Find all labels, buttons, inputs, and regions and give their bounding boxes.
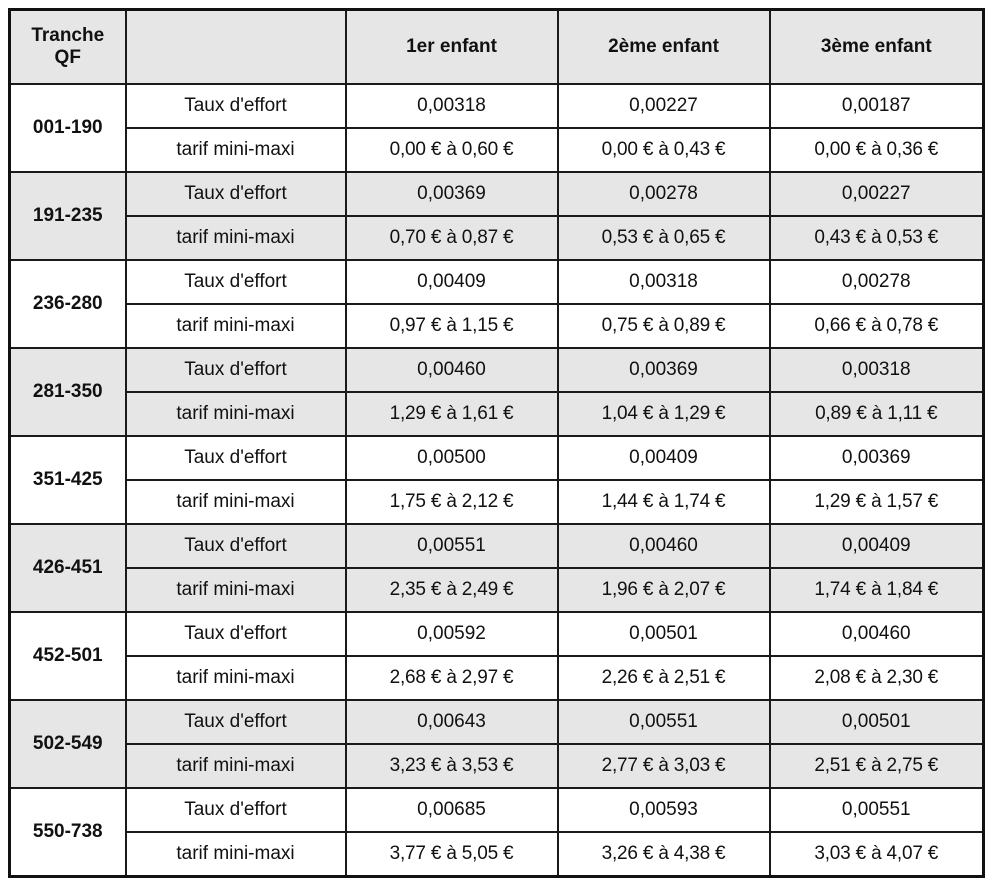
- effort-value-child-2: 0,00593: [558, 788, 770, 832]
- table-row-tarif: [10, 744, 984, 788]
- table-row-effort: [10, 612, 984, 656]
- effort-value-child-1: 0,00369: [346, 172, 558, 216]
- tarif-value-child-3: 2,51 € à 2,75 €: [770, 744, 984, 788]
- tranche-cell: 236-280: [10, 260, 126, 348]
- tranche-cell: 001-190: [10, 84, 126, 172]
- tarif-value-child-1: 2,68 € à 2,97 €: [346, 656, 558, 700]
- table-row-tarif: [10, 480, 984, 524]
- tarif-value-child-3: 3,03 € à 4,07 €: [770, 832, 984, 877]
- tarif-value-child-2: 1,96 € à 2,07 €: [558, 568, 770, 612]
- tarif-value-child-2: 3,26 € à 4,38 €: [558, 832, 770, 877]
- tarif-value-child-1: 1,29 € à 1,61 €: [346, 392, 558, 436]
- tarif-label: tarif mini-maxi: [126, 304, 346, 348]
- table-row-tarif: [10, 568, 984, 612]
- effort-label: Taux d'effort: [126, 348, 346, 392]
- effort-label: Taux d'effort: [126, 84, 346, 128]
- tarif-label: tarif mini-maxi: [126, 216, 346, 260]
- tarif-label: tarif mini-maxi: [126, 480, 346, 524]
- tarif-value-child-2: 0,53 € à 0,65 €: [558, 216, 770, 260]
- tarif-label: tarif mini-maxi: [126, 128, 346, 172]
- table-row-tarif: [10, 304, 984, 348]
- table-row-effort: [10, 524, 984, 568]
- tarif-value-child-3: 0,66 € à 0,78 €: [770, 304, 984, 348]
- effort-value-child-1: 0,00409: [346, 260, 558, 304]
- tarif-value-child-3: 1,74 € à 1,84 €: [770, 568, 984, 612]
- table-row-effort: [10, 348, 984, 392]
- tarif-label: tarif mini-maxi: [126, 656, 346, 700]
- effort-value-child-2: 0,00369: [558, 348, 770, 392]
- tarif-value-child-2: 0,75 € à 0,89 €: [558, 304, 770, 348]
- tarif-value-child-2: 2,26 € à 2,51 €: [558, 656, 770, 700]
- header-child-1: 1er enfant: [346, 10, 558, 85]
- tarif-value-child-2: 1,44 € à 1,74 €: [558, 480, 770, 524]
- header-tranche-qf: [10, 10, 126, 85]
- table-row-tarif: [10, 392, 984, 436]
- header-blank: [126, 10, 346, 85]
- tarif-table-container: [8, 8, 982, 870]
- effort-value-child-1: 0,00460: [346, 348, 558, 392]
- tranche-cell: 426-451: [10, 524, 126, 612]
- tarif-value-child-1: 3,77 € à 5,05 €: [346, 832, 558, 877]
- effort-value-child-3: 0,00278: [770, 260, 984, 304]
- effort-label: Taux d'effort: [126, 700, 346, 744]
- table-row-tarif: [10, 216, 984, 260]
- table-row-effort: [10, 436, 984, 480]
- tarif-value-child-1: 1,75 € à 2,12 €: [346, 480, 558, 524]
- table-row-effort: [10, 260, 984, 304]
- table-row-tarif: [10, 832, 984, 877]
- effort-label: Taux d'effort: [126, 260, 346, 304]
- header-child-3: 3ème enfant: [770, 10, 984, 85]
- effort-value-child-2: 0,00278: [558, 172, 770, 216]
- table-row-effort: [10, 788, 984, 832]
- effort-value-child-3: 0,00187: [770, 84, 984, 128]
- table-row-tarif: [10, 656, 984, 700]
- tranche-cell: 550-738: [10, 788, 126, 877]
- effort-value-child-3: 0,00227: [770, 172, 984, 216]
- table-body: [10, 84, 984, 877]
- tranche-cell: 191-235: [10, 172, 126, 260]
- effort-value-child-3: 0,00369: [770, 436, 984, 480]
- effort-label: Taux d'effort: [126, 172, 346, 216]
- effort-label: Taux d'effort: [126, 788, 346, 832]
- effort-value-child-1: 0,00551: [346, 524, 558, 568]
- effort-value-child-2: 0,00501: [558, 612, 770, 656]
- tarif-value-child-2: 2,77 € à 3,03 €: [558, 744, 770, 788]
- table-row-effort: [10, 84, 984, 128]
- tranche-cell: 281-350: [10, 348, 126, 436]
- tarif-label: tarif mini-maxi: [126, 392, 346, 436]
- effort-label: Taux d'effort: [126, 524, 346, 568]
- tarif-value-child-1: 0,97 € à 1,15 €: [346, 304, 558, 348]
- effort-value-child-2: 0,00318: [558, 260, 770, 304]
- effort-value-child-1: 0,00500: [346, 436, 558, 480]
- effort-value-child-3: 0,00460: [770, 612, 984, 656]
- tarif-value-child-2: 0,00 € à 0,43 €: [558, 128, 770, 172]
- table-row-effort: [10, 700, 984, 744]
- effort-value-child-2: 0,00227: [558, 84, 770, 128]
- header-tranche-line1: Tranche: [31, 25, 105, 46]
- effort-value-child-3: 0,00318: [770, 348, 984, 392]
- tranche-cell: 502-549: [10, 700, 126, 788]
- effort-value-child-3: 0,00501: [770, 700, 984, 744]
- tarif-value-child-1: 0,70 € à 0,87 €: [346, 216, 558, 260]
- table-row-effort: [10, 172, 984, 216]
- effort-label: Taux d'effort: [126, 436, 346, 480]
- tarif-value-child-1: 3,23 € à 3,53 €: [346, 744, 558, 788]
- effort-label: Taux d'effort: [126, 612, 346, 656]
- tarif-value-child-3: 0,00 € à 0,36 €: [770, 128, 984, 172]
- effort-value-child-1: 0,00318: [346, 84, 558, 128]
- tranche-cell: 351-425: [10, 436, 126, 524]
- effort-value-child-2: 0,00460: [558, 524, 770, 568]
- tarif-value-child-3: 0,43 € à 0,53 €: [770, 216, 984, 260]
- tarif-table: [8, 8, 985, 878]
- effort-value-child-1: 0,00592: [346, 612, 558, 656]
- header-tranche-line2: QF: [54, 47, 81, 68]
- tarif-value-child-1: 0,00 € à 0,60 €: [346, 128, 558, 172]
- tarif-value-child-2: 1,04 € à 1,29 €: [558, 392, 770, 436]
- effort-value-child-1: 0,00685: [346, 788, 558, 832]
- header-row: [10, 10, 984, 85]
- tarif-value-child-3: 2,08 € à 2,30 €: [770, 656, 984, 700]
- effort-value-child-2: 0,00551: [558, 700, 770, 744]
- table-row-tarif: [10, 128, 984, 172]
- tarif-label: tarif mini-maxi: [126, 832, 346, 877]
- tarif-label: tarif mini-maxi: [126, 568, 346, 612]
- tranche-cell: 452-501: [10, 612, 126, 700]
- effort-value-child-2: 0,00409: [558, 436, 770, 480]
- tarif-value-child-1: 2,35 € à 2,49 €: [346, 568, 558, 612]
- header-child-2: 2ème enfant: [558, 10, 770, 85]
- tarif-value-child-3: 0,89 € à 1,11 €: [770, 392, 984, 436]
- effort-value-child-1: 0,00643: [346, 700, 558, 744]
- effort-value-child-3: 0,00551: [770, 788, 984, 832]
- tarif-label: tarif mini-maxi: [126, 744, 346, 788]
- tarif-value-child-3: 1,29 € à 1,57 €: [770, 480, 984, 524]
- effort-value-child-3: 0,00409: [770, 524, 984, 568]
